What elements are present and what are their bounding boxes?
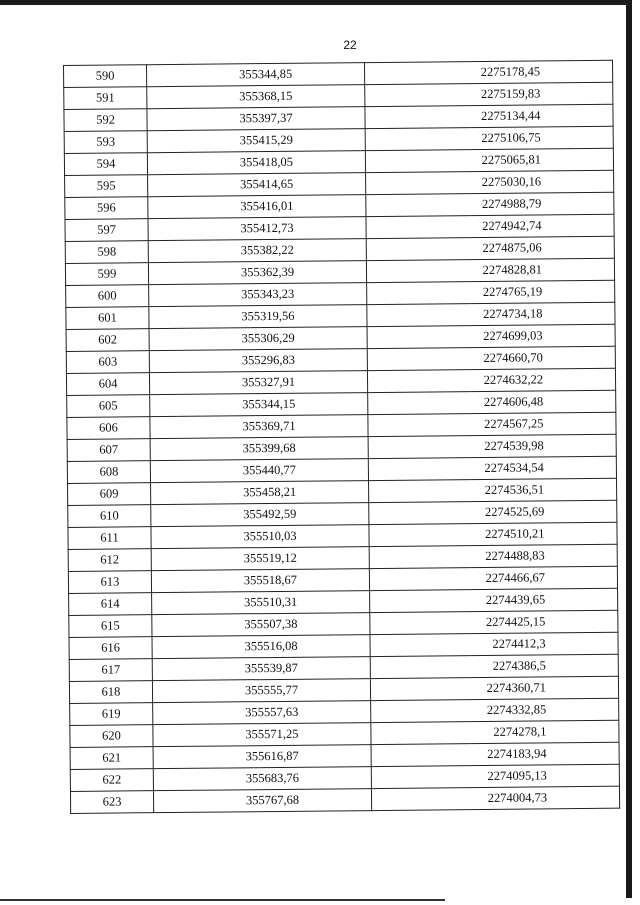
y-coordinate-cell: 2275134,44 [365,104,613,128]
point-number-cell: 609 [68,483,151,506]
y-coordinate-cell: 2274828,81 [366,258,614,282]
y-coordinate-cell: 2274183,94 [371,742,619,766]
point-number-cell: 615 [69,615,152,638]
x-coordinate-cell: 355418,05 [147,151,365,175]
point-number-cell: 622 [70,769,153,792]
x-coordinate-cell: 355518,67 [151,569,369,593]
y-coordinate-cell: 2275030,16 [366,170,614,194]
x-coordinate-cell: 355519,12 [151,547,369,571]
y-coordinate-cell: 2274734,18 [367,302,615,326]
x-coordinate-cell: 355399,68 [150,437,368,461]
y-coordinate-cell: 2274567,25 [368,412,616,436]
y-coordinate-cell: 2274875,06 [366,236,614,260]
y-coordinate-cell: 2275106,75 [365,126,613,150]
y-coordinate-cell: 2274539,98 [368,434,616,458]
x-coordinate-cell: 355319,56 [149,305,367,329]
y-coordinate-cell: 2274095,13 [371,764,619,788]
x-coordinate-cell: 355296,83 [149,349,367,373]
x-coordinate-cell: 355362,39 [148,261,366,285]
point-number-cell: 606 [67,417,150,440]
x-coordinate-cell: 355415,29 [147,129,365,153]
y-coordinate-cell: 2274534,54 [368,456,616,480]
y-coordinate-cell: 2274988,79 [366,192,614,216]
point-number-cell: 607 [67,439,150,462]
x-coordinate-cell: 355344,85 [147,63,365,87]
table-row [70,786,619,813]
point-number-cell: 602 [66,329,149,352]
x-coordinate-cell: 355414,65 [148,173,366,197]
x-coordinate-cell: 355382,22 [148,239,366,263]
point-number-cell: 611 [68,527,151,550]
x-coordinate-cell: 355397,37 [147,107,365,131]
y-coordinate-cell: 2274332,85 [371,698,619,722]
x-coordinate-cell: 355368,15 [147,85,365,109]
point-number-cell: 595 [65,175,148,198]
x-coordinate-cell: 355327,91 [149,371,367,395]
y-coordinate-cell: 2274386,5 [370,654,618,678]
coordinates-table-body [64,60,620,813]
point-number-cell: 603 [66,351,149,374]
point-number-cell: 621 [70,747,153,770]
point-number-cell: 612 [68,549,151,572]
x-coordinate-cell: 355458,21 [151,481,369,505]
y-coordinate-cell: 2274765,19 [367,280,615,304]
point-number-cell: 600 [66,285,149,308]
x-coordinate-cell: 355510,03 [151,525,369,549]
y-coordinate-cell: 2274525,69 [369,500,617,524]
point-number-cell: 605 [67,395,150,418]
x-coordinate-cell: 355510,31 [152,591,370,615]
point-number-cell: 590 [64,65,147,88]
x-coordinate-cell: 355440,77 [150,459,368,483]
point-number-cell: 604 [66,373,149,396]
x-coordinate-cell: 355539,87 [152,657,370,681]
x-coordinate-cell: 355369,71 [150,415,368,439]
y-coordinate-cell: 2274425,15 [370,610,618,634]
y-coordinate-cell: 2275065,81 [365,148,613,172]
y-coordinate-cell: 2275178,45 [364,60,612,84]
x-coordinate-cell: 355343,23 [149,283,367,307]
point-number-cell: 591 [64,87,147,110]
point-number-cell: 599 [65,263,148,286]
x-coordinate-cell: 355416,01 [148,195,366,219]
scan-bottom-line [0,899,445,901]
x-coordinate-cell: 355412,73 [148,217,366,241]
x-coordinate-cell: 355683,76 [153,767,371,791]
y-coordinate-cell: 2274510,21 [369,522,617,546]
y-coordinate-cell: 2274004,73 [371,786,619,810]
x-coordinate-cell: 355344,15 [150,393,368,417]
point-number-cell: 598 [65,241,148,264]
x-coordinate-cell: 355507,38 [152,613,370,637]
point-number-cell: 592 [64,109,147,132]
y-coordinate-cell: 2274632,22 [367,368,615,392]
point-number-cell: 618 [69,681,152,704]
point-number-cell: 601 [66,307,149,330]
point-number-cell: 593 [64,131,147,154]
point-number-cell: 594 [64,153,147,176]
y-coordinate-cell: 2274536,51 [369,478,617,502]
point-number-cell: 620 [70,725,153,748]
point-number-cell: 617 [69,659,152,682]
x-coordinate-cell: 355557,63 [153,701,371,725]
y-coordinate-cell: 2274942,74 [366,214,614,238]
point-number-cell: 623 [70,791,153,814]
y-coordinate-cell: 2274606,48 [368,390,616,414]
y-coordinate-cell: 2274488,83 [369,544,617,568]
point-number-cell: 596 [65,197,148,220]
y-coordinate-cell: 2274699,03 [367,324,615,348]
point-number-cell: 614 [69,593,152,616]
point-number-cell: 597 [65,219,148,242]
y-coordinate-cell: 2274466,67 [369,566,617,590]
y-coordinate-cell: 2274660,70 [367,346,615,370]
y-coordinate-cell: 2275159,83 [365,82,613,106]
coordinates-table-wrap [63,60,620,814]
y-coordinate-cell: 2274278,1 [371,720,619,744]
point-number-cell: 616 [69,637,152,660]
page-number: 22 [343,38,357,52]
y-coordinate-cell: 2274412,3 [370,632,618,656]
coordinates-table [63,60,620,814]
x-coordinate-cell: 355767,68 [153,789,371,813]
point-number-cell: 613 [68,571,151,594]
x-coordinate-cell: 355516,08 [152,635,370,659]
x-coordinate-cell: 355571,25 [153,723,371,747]
y-coordinate-cell: 2274360,71 [370,676,618,700]
point-number-cell: 610 [68,505,151,528]
x-coordinate-cell: 355492,59 [151,503,369,527]
x-coordinate-cell: 355616,87 [153,745,371,769]
point-number-cell: 619 [70,703,153,726]
x-coordinate-cell: 355555,77 [152,679,370,703]
x-coordinate-cell: 355306,29 [149,327,367,351]
y-coordinate-cell: 2274439,65 [370,588,618,612]
point-number-cell: 608 [67,461,150,484]
